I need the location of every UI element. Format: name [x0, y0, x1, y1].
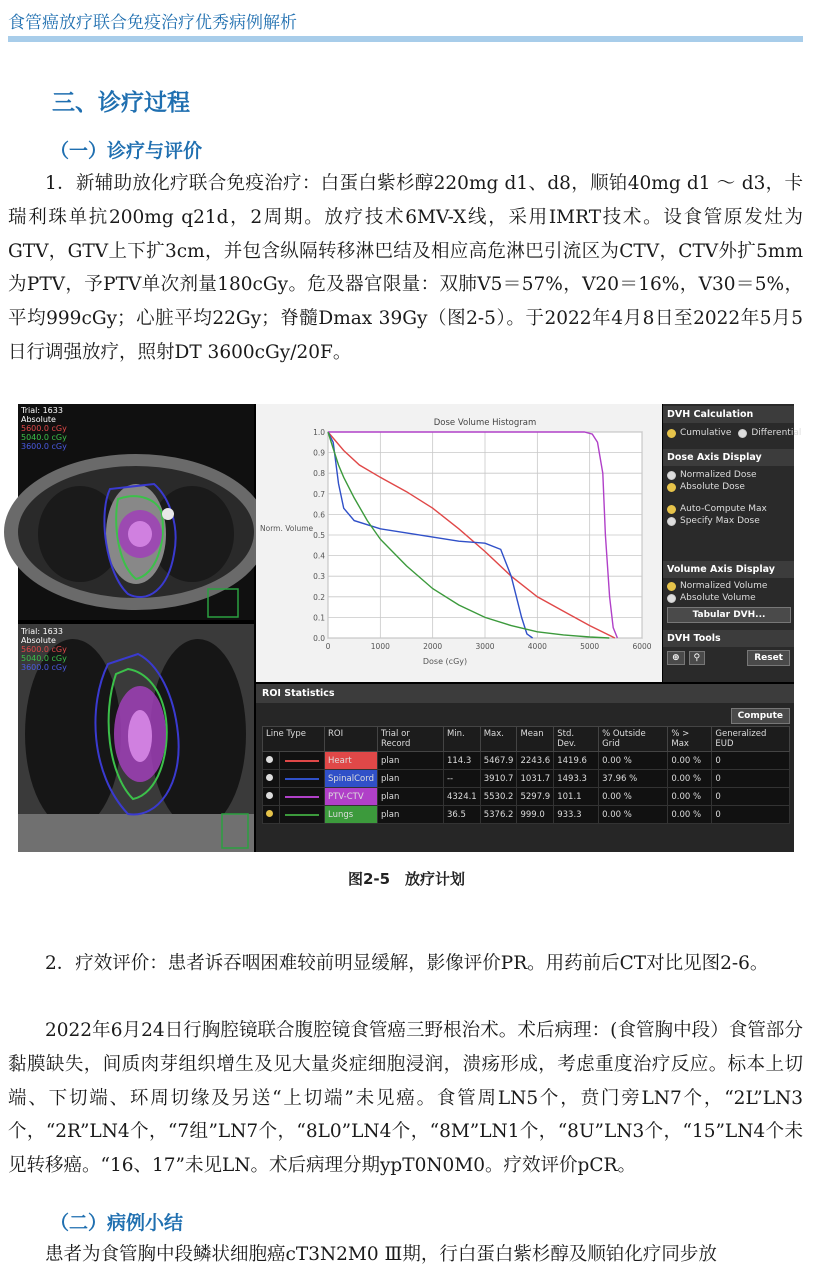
table-body	[263, 752, 790, 824]
paragraph-treatment	[8, 167, 803, 370]
paragraph-efficacy	[8, 947, 803, 981]
ct-axial-view	[18, 404, 254, 620]
cell-outside: 0.00 %	[599, 806, 668, 824]
cumulative-label: Cumulative	[680, 428, 732, 438]
cell-gtmax: 0.00 %	[668, 752, 712, 770]
paragraph-text: 1．新辅助放化疗联合免疫治疗：白蛋白紫杉醇220mg d1、d8，顺铂40mg d1 ～ d3，卡瑞利珠单抗200mg q21d，2周期。放疗技术6MV-X线，采用IMRT技术。设食管原发灶为GTV，GTV上下扩3cm，并包含纵隔转移淋巴结及相应高危淋巴引流区为CTV，CTV外扩5mm为PTV，予PTV单次剂量180cGy。危及器官限量：双肺V5＝57%，V20＝16%，V30＝5%，平均999cGy；心脏平均22Gy；脊髓Dmax 39Gy（图2-5）。于2022年4月8日至2022年5月5日行调强放疗，照射DT 3600cGy/20F。	[8, 173, 803, 363]
cell-outside: 0.00 %	[599, 788, 668, 806]
x-tick-label: 5000	[580, 642, 600, 651]
absolute-dose-label: Absolute Dose	[680, 482, 745, 492]
cell-mean: 5297.9	[517, 788, 554, 806]
cell-outside: 0.00 %	[599, 752, 668, 770]
ct-coronal-view	[18, 624, 254, 852]
reset-button[interactable]: Reset	[747, 650, 790, 666]
paragraph-summary	[8, 1238, 803, 1272]
isodose-label-5600: 5600.0 cGy	[21, 645, 67, 654]
line-type-swatch	[280, 788, 325, 806]
cell-std: 933.3	[554, 806, 599, 824]
normalized-volume-label: Normalized Volume	[680, 581, 768, 591]
tabular-dvh-button[interactable]: Tabular DVH...	[667, 607, 791, 623]
cell-roi: Lungs	[325, 806, 378, 824]
cell-max: 5467.9	[480, 752, 517, 770]
x-tick-label: 0	[325, 642, 331, 651]
y-tick-label: 1.0	[313, 428, 325, 437]
dvh-chart	[256, 404, 662, 682]
cell-gtmax: 0.00 %	[668, 770, 712, 788]
specify-max-dose-label: Specify Max Dose	[680, 516, 760, 526]
ct-trial-label: Trial: 1633	[21, 627, 63, 636]
line-type-swatch	[280, 770, 325, 788]
table-header-row	[263, 727, 790, 752]
column-header: Std. Dev.	[554, 727, 599, 752]
cell-trial: plan	[378, 752, 444, 770]
cell-roi: Heart	[325, 752, 378, 770]
cell-mean: 2243.6	[517, 752, 554, 770]
y-tick-label: 0.3	[313, 572, 325, 582]
radiotherapy-plan-figure	[18, 404, 802, 852]
paragraph-text: 患者为食管胸中段鳞状细胞癌cT3N2M0 Ⅲ期，行白蛋白紫杉醇及顺铂化疗同步放	[45, 1244, 717, 1265]
table-row[interactable]	[263, 770, 790, 788]
specify-max-dose-radio[interactable]	[667, 517, 676, 526]
cell-std: 1493.3	[554, 770, 599, 788]
compute-button[interactable]: Compute	[731, 708, 790, 724]
dvh-tools-heading: DVH Tools	[663, 630, 794, 647]
absolute-dose-radio[interactable]	[667, 483, 676, 492]
y-tick-label: 0.7	[313, 489, 325, 499]
x-tick-label: 1000	[370, 642, 390, 651]
y-tick-label: 0.6	[313, 510, 325, 520]
normalized-dose-option[interactable]	[663, 466, 794, 481]
roi-statistics-panel	[256, 684, 794, 852]
x-tick-label: 3000	[475, 642, 495, 651]
column-header: Min.	[443, 727, 480, 752]
isodose-label-5040: 5040.0 cGy	[21, 433, 67, 442]
cell-mean: 999.0	[517, 806, 554, 824]
differential-label: Differential	[751, 428, 802, 438]
x-tick-label: 4000	[527, 642, 547, 651]
differential-radio[interactable]	[738, 429, 747, 438]
cell-roi: SpinalCord	[325, 770, 378, 788]
cell-eud: 0	[712, 770, 790, 788]
auto-compute-max-radio[interactable]	[667, 505, 676, 514]
y-tick-label: 0.4	[313, 551, 325, 561]
normalized-volume-radio[interactable]	[667, 582, 676, 591]
dvh-tools-panel	[663, 404, 802, 682]
figure-caption: 图2-5 放疗计划	[347, 870, 466, 888]
column-header: Mean	[517, 727, 554, 752]
cell-gtmax: 0.00 %	[668, 806, 712, 824]
isodose-label-5040: 5040.0 cGy	[21, 654, 67, 663]
dose-axis-display-heading: Dose Axis Display	[663, 449, 794, 466]
isodose-label-3600: 3600.0 cGy	[21, 442, 67, 451]
line-type-swatch	[280, 752, 325, 770]
cumulative-radio[interactable]	[667, 429, 676, 438]
paragraph-text: 2．疗效评价：患者诉吞咽困难较前明显缓解，影像评价PR。用药前后CT对比见图2-6。	[45, 953, 769, 974]
y-tick-label: 0.1	[313, 613, 325, 623]
crosshair-tool-icon[interactable]: ⊕	[667, 651, 685, 665]
section-title: 三、诊疗过程	[52, 90, 190, 116]
x-axis-label: Dose (cGy)	[422, 657, 468, 666]
table-row[interactable]	[263, 788, 790, 806]
dvh-calculation-heading: DVH Calculation	[663, 406, 794, 423]
ct-absolute-label: Absolute	[21, 636, 56, 645]
absolute-volume-option[interactable]	[663, 592, 794, 604]
auto-compute-max-option[interactable]	[663, 503, 794, 515]
cell-trial: plan	[378, 806, 444, 824]
roi-statistics-table	[262, 726, 790, 824]
cell-max: 3910.7	[480, 770, 517, 788]
cell-eud: 0	[712, 806, 790, 824]
paragraph-surgery	[8, 1014, 803, 1183]
dvh-tools-row	[663, 647, 794, 669]
absolute-volume-label: Absolute Volume	[680, 593, 756, 603]
column-header: Trial or Record	[378, 727, 444, 752]
cell-min: 114.3	[443, 752, 480, 770]
cell-std: 1419.6	[554, 752, 599, 770]
cell-eud: 0	[712, 752, 790, 770]
y-tick-label: 0.9	[313, 448, 325, 458]
cell-outside: 37.96 %	[599, 770, 668, 788]
cell-trial: plan	[378, 770, 444, 788]
ct-absolute-label: Absolute	[21, 415, 56, 424]
volume-axis-display-heading: Volume Axis Display	[663, 561, 794, 578]
table-row[interactable]	[263, 806, 790, 824]
y-tick-label: 0.0	[313, 634, 325, 643]
cell-min: 36.5	[443, 806, 480, 824]
cell-trial: plan	[378, 788, 444, 806]
row-select-radio[interactable]	[263, 806, 280, 824]
absolute-dose-option[interactable]	[663, 481, 794, 493]
specify-max-dose-option[interactable]	[663, 515, 794, 527]
column-header: ROI	[325, 727, 378, 752]
roi-statistics-heading: ROI Statistics	[256, 684, 794, 703]
cell-eud: 0	[712, 788, 790, 806]
cell-std: 101.1	[554, 788, 599, 806]
x-tick-label: 2000	[423, 642, 443, 651]
normalized-volume-option[interactable]	[663, 578, 794, 592]
row-select-radio[interactable]	[263, 752, 280, 770]
absolute-volume-radio[interactable]	[667, 594, 676, 603]
subsection-title-summary: （二）病例小结	[50, 1212, 184, 1234]
chart-title: Dose Volume Histogram	[433, 418, 537, 428]
x-tick-label: 6000	[632, 642, 652, 651]
column-header: Line Type	[263, 727, 325, 752]
header-rule	[8, 36, 803, 42]
dvh-chart-panel	[256, 404, 662, 682]
cell-roi: PTV-CTV	[325, 788, 378, 806]
column-header: Max.	[480, 727, 517, 752]
cell-gtmax: 0.00 %	[668, 788, 712, 806]
y-tick-label: 0.2	[313, 592, 325, 602]
ct-trial-label: Trial: 1633	[21, 406, 63, 415]
table-row[interactable]	[263, 752, 790, 770]
column-header: % Outside Grid	[599, 727, 668, 752]
column-header: % > Max	[668, 727, 712, 752]
cell-min: 4324.1	[443, 788, 480, 806]
running-header: 食管癌放疗联合免疫治疗优秀病例解析	[8, 13, 297, 33]
y-tick-label: 0.8	[313, 469, 325, 479]
calculation-options	[663, 423, 802, 439]
y-axis-label: Norm. Volume	[260, 524, 314, 533]
zoom-tool-icon[interactable]: ⚲	[689, 651, 706, 665]
normalized-dose-label: Normalized Dose	[680, 470, 757, 480]
y-tick-label: 0.5	[313, 531, 325, 540]
cell-mean: 1031.7	[517, 770, 554, 788]
normalized-dose-radio[interactable]	[667, 471, 676, 480]
row-select-radio[interactable]	[263, 770, 280, 788]
cell-max: 5530.2	[480, 788, 517, 806]
isodose-label-5600: 5600.0 cGy	[21, 424, 67, 433]
auto-compute-max-label: Auto-Compute Max	[680, 504, 767, 514]
column-header: Generalized EUD	[712, 727, 790, 752]
isodose-label-3600: 3600.0 cGy	[21, 663, 67, 672]
subsection-title-diagnosis: （一）诊疗与评价	[50, 140, 203, 162]
cell-min: --	[443, 770, 480, 788]
paragraph-text: 2022年6月24日行胸腔镜联合腹腔镜食管癌三野根治术。术后病理：(食管胸中段）食管部分黏膜缺失，间质肉芽组织增生及见大量炎症细胞浸润，溃疡形成，考虑重度治疗反应。标本上切端、下切端、环周切缘及另送“上切端”未见癌。食管周LN5个，贲门旁LN7个，“2L”LN3个，“2R”LN4个，“7组”LN7个，“8L0”LN4个，“8M”LN1个，“8U”LN3个，“15”LN4个未见转移癌。“16、17”未见LN。术后病理分期ypT0N0M0。疗效评价pCR。	[8, 1020, 803, 1177]
row-select-radio[interactable]	[263, 788, 280, 806]
cell-max: 5376.2	[480, 806, 517, 824]
line-type-swatch	[280, 806, 325, 824]
